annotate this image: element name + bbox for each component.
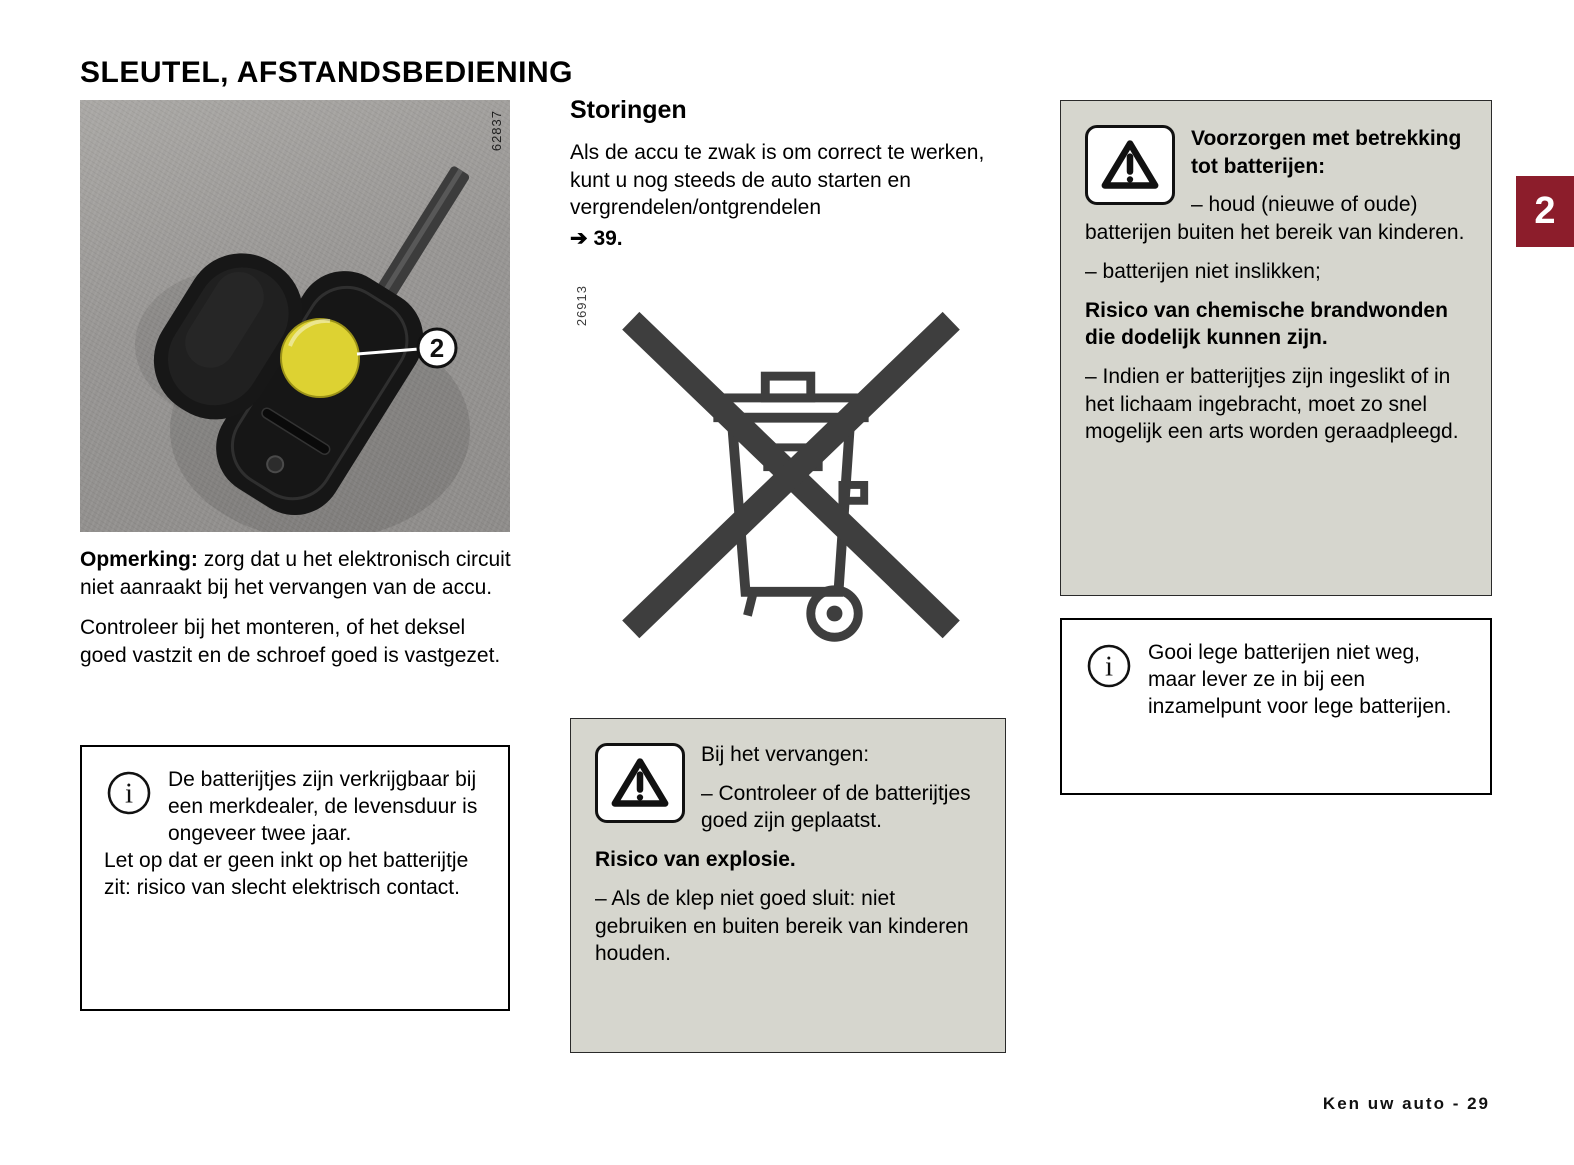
battery-cell [281,319,359,397]
info-icon [106,770,152,816]
mount-paragraph: Controleer bij het monteren, of het deksel goed vastzit en de schroef goed is vastgezet. [80,616,501,668]
cross-reference [570,226,1008,251]
arrow-icon: ➔ [570,227,588,251]
reference-page: 39. [593,227,623,251]
warning-triangle-icon [595,743,685,823]
section-heading: Storingen [570,96,687,124]
warning-triangle-icon [1085,125,1175,205]
note-paragraph [80,546,514,601]
warning-line-1: Bij het vervangen: [701,743,870,766]
precaution-item-2: – batterijen niet inslikken; [1085,259,1321,283]
precaution-item-3: – Indien er batterijtjes zijn ingeslikt of in het lichaam ingebracht, moet zo snel mogelijk een arts worden geraadpleegd. [1085,365,1459,444]
battery-availability-note [80,745,510,1011]
replacement-warning-box [570,718,1006,1053]
crossed-out-bin-icon [618,299,964,661]
battery-precautions-box [1060,100,1492,596]
chapter-tab: 2 [1516,176,1574,247]
warning-line-3: – Als de klep niet goed sluit: niet gebruiken en buiten bereik van kinderen houden. [595,886,969,966]
figure-code-middle: 26913 [574,285,589,327]
warning-risk: Risico van explosie. [595,848,796,872]
left-text-block [80,546,514,683]
page-footer: Ken uw auto - 29 [1322,1094,1490,1113]
weee-figure [570,283,990,679]
page-title: SLEUTEL, AFSTANDSBEDIENING [80,56,574,90]
figure-code-left: 62837 [489,110,504,152]
disposal-text: Gooi lege batterijen niet weg, maar lever ze in bij een inzamelpunt voor lege batterijen. [1148,641,1452,718]
callout-label: 2 [429,333,445,363]
key-fob-illustration [80,100,510,532]
storingen-section [570,96,1008,251]
info-icon [1086,643,1132,689]
key-photo-figure [80,100,510,532]
note-text: zorg dat u het elektronisch circuit niet aanraakt bij het vervangen van de accu. [80,548,511,599]
precaution-risk: Risico van chemische brandwonden die dodelijk kunnen zijn. [1085,298,1448,350]
precaution-item-1: – houd (nieuwe of oude) batterijen buiten het bereik van kinderen. [1085,193,1465,245]
note-label: Opmerking: [80,548,198,571]
warning-line-2: – Controleer of de batterijtjes goed zijn geplaatst. [701,781,971,833]
note-lead: De batterijtjes zijn verkrijgbaar bij een merkdealer, de levensduur is ongeveer twee jaar. [168,768,478,845]
svg-text:i: i [1104,650,1114,683]
storingen-paragraph: Als de accu te zwak is om correct te werken, kunt u nog steeds de auto starten en vergrendelen/ontgrendelen [570,141,985,220]
battery-disposal-note [1060,618,1492,795]
note-body: Let op dat er geen inkt op het batterijtje zit: risico van slecht elektrisch contact. [104,848,469,899]
precautions-heading: Voorzorgen met betrekking tot batterijen: [1191,127,1462,178]
svg-text:i: i [124,777,134,810]
